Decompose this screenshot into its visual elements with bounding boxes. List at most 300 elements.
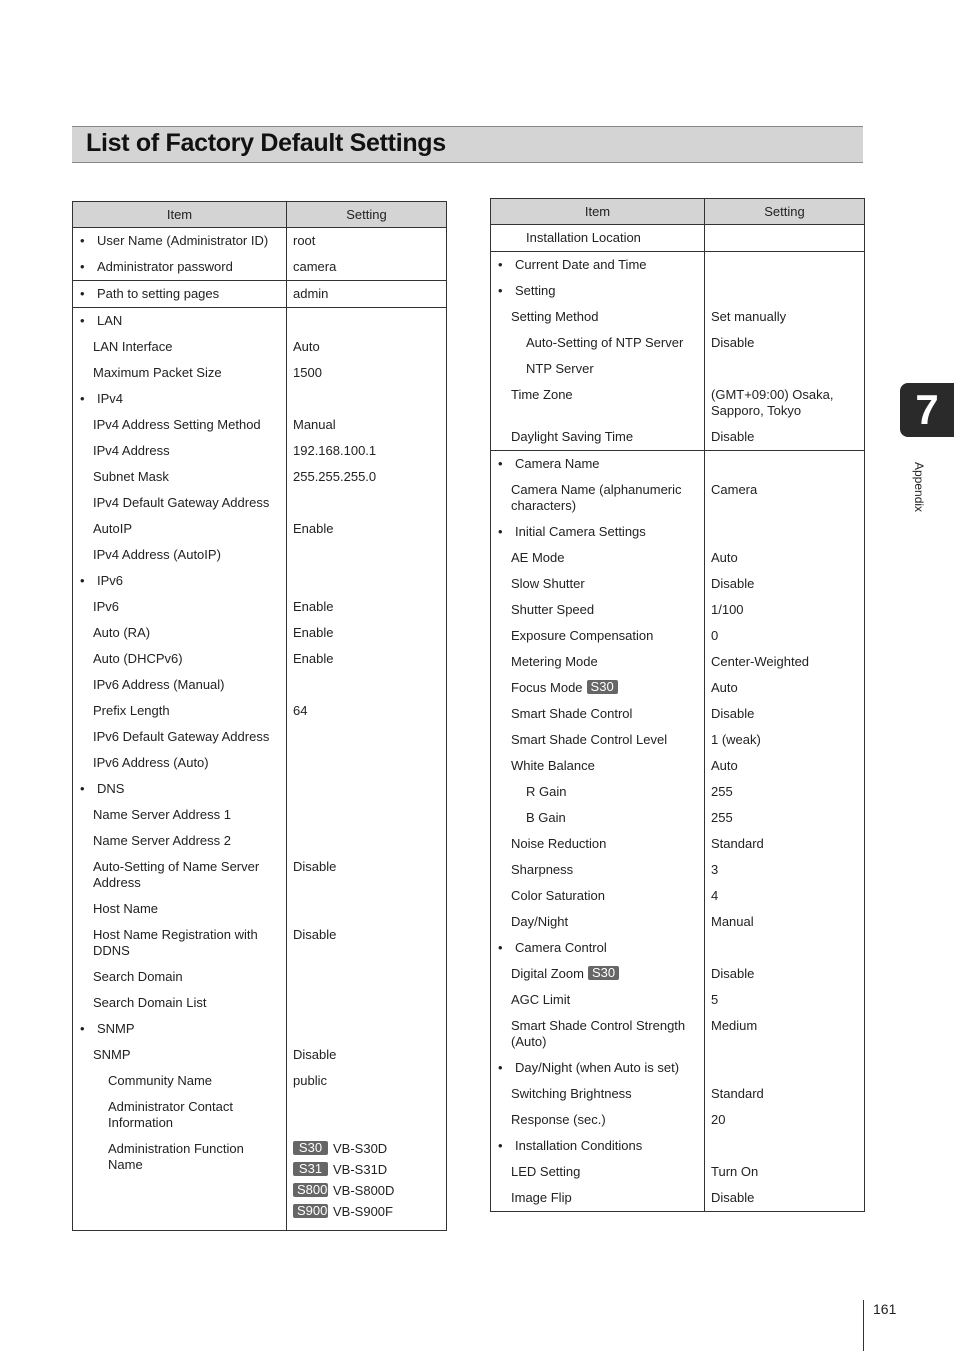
model-setting-line [293, 1162, 440, 1183]
item-label: Host Name [93, 901, 159, 916]
setting-cell: Auto [705, 545, 865, 571]
item-label: Setting [515, 283, 556, 298]
page-title: List of Factory Default Settings [86, 129, 446, 157]
table-row [491, 623, 865, 649]
item-label: Response (sec.) [511, 1112, 606, 1127]
table-row [491, 1055, 865, 1081]
item-cell [491, 701, 705, 727]
item-label: Smart Shade Control Level [511, 732, 668, 747]
item-label: Current Date and Time [515, 257, 647, 272]
left-settings-table [72, 201, 447, 1231]
setting-cell: 5 [705, 987, 865, 1013]
table-row [73, 776, 447, 802]
item-cell [491, 356, 705, 382]
item-label: IPv6 [93, 599, 120, 614]
table-row [73, 308, 447, 335]
model-value: VB-S800D [333, 1183, 395, 1198]
setting-cell: Standard [705, 1081, 865, 1107]
setting-cell [287, 990, 447, 1016]
setting-cell: Disable [705, 330, 865, 356]
item-cell [73, 542, 287, 568]
table-row [491, 987, 865, 1013]
setting-cell: Standard [705, 831, 865, 857]
setting-cell [287, 386, 447, 412]
item-cell [491, 935, 705, 961]
item-label: White Balance [511, 758, 595, 773]
item-label: Daylight Saving Time [511, 429, 634, 444]
table-row [491, 1013, 865, 1055]
table-row [73, 490, 447, 516]
bullet-icon: • [80, 259, 85, 274]
item-cell [73, 490, 287, 516]
bullet-icon: • [498, 1138, 503, 1153]
item-label: AE Mode [511, 550, 565, 565]
item-label: Metering Mode [511, 654, 598, 669]
setting-cell: 192.168.100.1 [287, 438, 447, 464]
setting-cell: Medium [705, 1013, 865, 1055]
item-label: B Gain [526, 810, 566, 825]
setting-cell [287, 802, 447, 828]
item-cell [491, 1055, 705, 1081]
item-label: Camera Name [515, 456, 600, 471]
setting-cell: public [287, 1068, 447, 1094]
item-cell [73, 594, 287, 620]
item-cell [491, 675, 705, 701]
item-cell [73, 964, 287, 990]
page-number: 161 [873, 1301, 897, 1317]
item-label: Day/Night [511, 914, 569, 929]
table-row [491, 382, 865, 424]
table-row [491, 1081, 865, 1107]
item-cell [73, 438, 287, 464]
item-cell [491, 225, 705, 252]
table-row [73, 698, 447, 724]
item-cell [73, 412, 287, 438]
setting-cell: 64 [287, 698, 447, 724]
setting-cell [705, 519, 865, 545]
header-item: Item [491, 199, 705, 225]
item-label: Search Domain List [93, 995, 207, 1010]
item-label: IPv4 Address Setting Method [93, 417, 261, 432]
setting-cell: 1/100 [705, 597, 865, 623]
table-row [491, 519, 865, 545]
table-row [491, 883, 865, 909]
table-row [73, 922, 447, 964]
item-cell [491, 597, 705, 623]
setting-cell: 1 (weak) [705, 727, 865, 753]
table-row [73, 1068, 447, 1094]
bullet-icon: • [498, 257, 503, 272]
item-label: Subnet Mask [93, 469, 169, 484]
item-label: Name Server Address 2 [93, 833, 232, 848]
table-row [73, 1094, 447, 1136]
item-label: Smart Shade Control Strength (Auto) [511, 1018, 686, 1049]
setting-cell: Disable [705, 571, 865, 597]
table-row [73, 516, 447, 542]
item-cell [73, 990, 287, 1016]
item-cell [491, 909, 705, 935]
item-cell [73, 516, 287, 542]
header-row [73, 202, 447, 228]
item-label: IPv6 Address (Auto) [93, 755, 209, 770]
item-label: Slow Shutter [511, 576, 585, 591]
setting-cell: Enable [287, 594, 447, 620]
item-label: Installation Conditions [515, 1138, 643, 1153]
item-label: Maximum Packet Size [93, 365, 222, 380]
table-row [73, 254, 447, 281]
setting-cell: Enable [287, 646, 447, 672]
item-cell [491, 278, 705, 304]
table-row [73, 438, 447, 464]
item-cell [73, 281, 287, 308]
table-row [73, 802, 447, 828]
setting-cell: 4 [705, 883, 865, 909]
item-cell [73, 1094, 287, 1136]
setting-cell [287, 490, 447, 516]
setting-cell [705, 278, 865, 304]
item-cell [491, 382, 705, 424]
item-label: SNMP [97, 1021, 135, 1036]
item-cell [491, 304, 705, 330]
bullet-icon: • [80, 573, 85, 588]
bullet-icon: • [80, 286, 85, 301]
item-label: Name Server Address 1 [93, 807, 232, 822]
setting-cell [287, 896, 447, 922]
table-row [73, 750, 447, 776]
table-row [73, 594, 447, 620]
item-label: IPv4 Default Gateway Address [93, 495, 270, 510]
setting-cell: 0 [705, 623, 865, 649]
setting-cell: Disable [287, 1042, 447, 1068]
page-divider [863, 1300, 864, 1351]
item-cell [491, 727, 705, 753]
table-row [491, 649, 865, 675]
header-row [491, 199, 865, 225]
item-label: Administration Function Name [108, 1141, 244, 1172]
item-label: DNS [97, 781, 125, 796]
item-label: Auto (RA) [93, 625, 151, 640]
setting-cell: Disable [705, 961, 865, 987]
setting-cell: Camera [705, 477, 865, 519]
table-row [491, 477, 865, 519]
item-label: IPv4 [97, 391, 124, 406]
bullet-icon: • [80, 1021, 85, 1036]
bullet-icon: • [498, 940, 503, 955]
setting-cell: Set manually [705, 304, 865, 330]
model-badge: S30 [588, 966, 619, 980]
item-label: LED Setting [511, 1164, 581, 1179]
setting-cell [705, 1055, 865, 1081]
item-cell [73, 464, 287, 490]
item-cell [491, 519, 705, 545]
item-cell [73, 386, 287, 412]
table-row [491, 805, 865, 831]
table-row [491, 1107, 865, 1133]
bullet-icon: • [498, 524, 503, 539]
item-label: Smart Shade Control [511, 706, 633, 721]
item-label: Path to setting pages [97, 286, 220, 301]
table-row [73, 464, 447, 490]
item-cell [73, 620, 287, 646]
item-cell [491, 805, 705, 831]
item-cell [73, 672, 287, 698]
item-label: NTP Server [526, 361, 594, 376]
item-cell [491, 424, 705, 451]
model-value: VB-S30D [333, 1141, 388, 1156]
table-row [491, 831, 865, 857]
setting-cell [287, 1136, 447, 1231]
item-cell [491, 330, 705, 356]
item-cell [73, 1042, 287, 1068]
item-cell [73, 254, 287, 281]
item-label: Digital Zoom [511, 966, 584, 981]
setting-cell [287, 776, 447, 802]
setting-cell: Auto [705, 675, 865, 701]
table-row [73, 360, 447, 386]
item-label: Shutter Speed [511, 602, 595, 617]
item-cell [73, 1136, 287, 1231]
setting-cell: 1500 [287, 360, 447, 386]
item-label: Initial Camera Settings [515, 524, 646, 539]
item-cell [491, 545, 705, 571]
item-cell [491, 477, 705, 519]
item-cell [73, 568, 287, 594]
table-row [491, 252, 865, 279]
table-row [491, 727, 865, 753]
table-row [73, 228, 447, 255]
item-label: Noise Reduction [511, 836, 607, 851]
setting-cell [287, 568, 447, 594]
item-label: LAN Interface [93, 339, 173, 354]
bullet-icon: • [80, 313, 85, 328]
model-value: VB-S31D [333, 1162, 388, 1177]
setting-cell: Enable [287, 620, 447, 646]
item-label: Day/Night (when Auto is set) [515, 1060, 680, 1075]
table-row [73, 412, 447, 438]
item-label: Administrator Contact Information [108, 1099, 233, 1130]
setting-cell [705, 451, 865, 478]
model-badge: S30 [587, 680, 618, 694]
item-cell [491, 1185, 705, 1212]
table-row [73, 386, 447, 412]
table-row [491, 909, 865, 935]
item-label: R Gain [526, 784, 567, 799]
bullet-icon: • [80, 233, 85, 248]
item-cell [73, 1068, 287, 1094]
setting-cell [287, 750, 447, 776]
table-row [491, 304, 865, 330]
item-label: IPv6 [97, 573, 124, 588]
setting-cell: Turn On [705, 1159, 865, 1185]
item-label: User Name (Administrator ID) [97, 233, 269, 248]
item-cell [73, 360, 287, 386]
table-row [73, 646, 447, 672]
bullet-icon: • [498, 456, 503, 471]
setting-cell: 255.255.255.0 [287, 464, 447, 490]
table-row [491, 330, 865, 356]
setting-cell [287, 1016, 447, 1042]
item-label: Focus Mode [511, 680, 583, 695]
table-row [491, 961, 865, 987]
header-item: Item [73, 202, 287, 228]
setting-cell: Disable [287, 922, 447, 964]
setting-cell: Manual [705, 909, 865, 935]
setting-cell: 3 [705, 857, 865, 883]
item-label: Image Flip [511, 1190, 572, 1205]
item-label: Administrator password [97, 259, 233, 274]
setting-cell: (GMT+09:00) Osaka, Sapporo, Tokyo [705, 382, 865, 424]
setting-cell [287, 724, 447, 750]
table-row [491, 1133, 865, 1159]
table-row [491, 545, 865, 571]
item-label: AutoIP [93, 521, 133, 536]
item-cell [491, 753, 705, 779]
item-cell [491, 857, 705, 883]
setting-cell [705, 356, 865, 382]
table-row [491, 1159, 865, 1185]
table-row [73, 281, 447, 308]
item-label: IPv6 Address (Manual) [93, 677, 225, 692]
setting-cell: 255 [705, 805, 865, 831]
table-row [491, 278, 865, 304]
table-row [491, 451, 865, 478]
item-label: Search Domain [93, 969, 183, 984]
item-label: IPv6 Default Gateway Address [93, 729, 270, 744]
table-row [491, 675, 865, 701]
setting-cell: root [287, 228, 447, 255]
item-cell [73, 724, 287, 750]
item-label: Switching Brightness [511, 1086, 632, 1101]
setting-cell: Disable [705, 1185, 865, 1212]
item-cell [73, 750, 287, 776]
item-label: IPv4 Address [93, 443, 170, 458]
bullet-icon: • [498, 1060, 503, 1075]
table-row [73, 896, 447, 922]
setting-cell [705, 935, 865, 961]
item-cell [73, 896, 287, 922]
item-cell [491, 1133, 705, 1159]
model-badge: S900 [293, 1204, 328, 1218]
setting-cell: Enable [287, 516, 447, 542]
table-row [491, 356, 865, 382]
setting-cell: camera [287, 254, 447, 281]
item-label: LAN [97, 313, 123, 328]
model-setting-line [293, 1183, 440, 1204]
table-row [73, 1042, 447, 1068]
item-cell [73, 1016, 287, 1042]
setting-cell: 255 [705, 779, 865, 805]
bullet-icon: • [80, 781, 85, 796]
item-cell [73, 854, 287, 896]
table-row [491, 857, 865, 883]
item-cell [491, 961, 705, 987]
item-label: Host Name Registration with DDNS [93, 927, 258, 958]
model-setting-line [293, 1141, 440, 1162]
setting-cell: Manual [287, 412, 447, 438]
setting-cell [287, 672, 447, 698]
item-cell [73, 922, 287, 964]
item-label: Community Name [108, 1073, 213, 1088]
item-label: Prefix Length [93, 703, 170, 718]
table-row [491, 424, 865, 451]
title-bar [72, 126, 863, 163]
item-label: Time Zone [511, 387, 573, 402]
bullet-icon: • [80, 391, 85, 406]
header-setting: Setting [705, 199, 865, 225]
table-row [491, 701, 865, 727]
model-badge: S800 [293, 1183, 328, 1197]
table-row [73, 568, 447, 594]
item-cell [491, 451, 705, 478]
setting-cell: admin [287, 281, 447, 308]
table-row [491, 779, 865, 805]
chapter-tab: 7 [900, 383, 954, 437]
item-cell [491, 252, 705, 279]
table-row [73, 990, 447, 1016]
setting-cell: Disable [705, 424, 865, 451]
item-cell [491, 571, 705, 597]
section-label: Appendix [912, 462, 926, 513]
item-label: Auto (DHCPv6) [93, 651, 183, 666]
table-row [491, 225, 865, 252]
setting-cell [287, 828, 447, 854]
item-cell [73, 308, 287, 335]
header-setting: Setting [287, 202, 447, 228]
model-setting-line [293, 1204, 440, 1225]
table-row [491, 753, 865, 779]
setting-cell: Center-Weighted [705, 649, 865, 675]
item-label: Sharpness [511, 862, 574, 877]
item-cell [73, 334, 287, 360]
item-cell [491, 649, 705, 675]
item-cell [491, 987, 705, 1013]
item-cell [491, 883, 705, 909]
item-label: AGC Limit [511, 992, 571, 1007]
item-label: Installation Location [526, 230, 641, 245]
item-cell [73, 698, 287, 724]
item-cell [491, 623, 705, 649]
model-badge: S30 [293, 1141, 328, 1155]
item-cell [491, 831, 705, 857]
table-row [73, 542, 447, 568]
item-cell [73, 776, 287, 802]
table-row [73, 1016, 447, 1042]
item-label: Exposure Compensation [511, 628, 654, 643]
item-cell [73, 646, 287, 672]
item-label: Auto-Setting of NTP Server [526, 335, 684, 350]
setting-cell [287, 1094, 447, 1136]
setting-cell [287, 308, 447, 335]
table-row [73, 964, 447, 990]
setting-cell: Disable [705, 701, 865, 727]
item-cell [491, 1107, 705, 1133]
table-row [491, 597, 865, 623]
setting-cell: Auto [705, 753, 865, 779]
item-label: Auto-Setting of Name Server Address [93, 859, 260, 890]
item-cell [73, 802, 287, 828]
setting-cell [287, 964, 447, 990]
table-row [73, 854, 447, 896]
table-row [73, 334, 447, 360]
table-row [73, 1136, 447, 1231]
setting-cell [705, 225, 865, 252]
item-cell [491, 1013, 705, 1055]
item-label: Setting Method [511, 309, 599, 324]
item-cell [73, 228, 287, 255]
item-cell [491, 779, 705, 805]
setting-cell [287, 542, 447, 568]
table-row [73, 620, 447, 646]
